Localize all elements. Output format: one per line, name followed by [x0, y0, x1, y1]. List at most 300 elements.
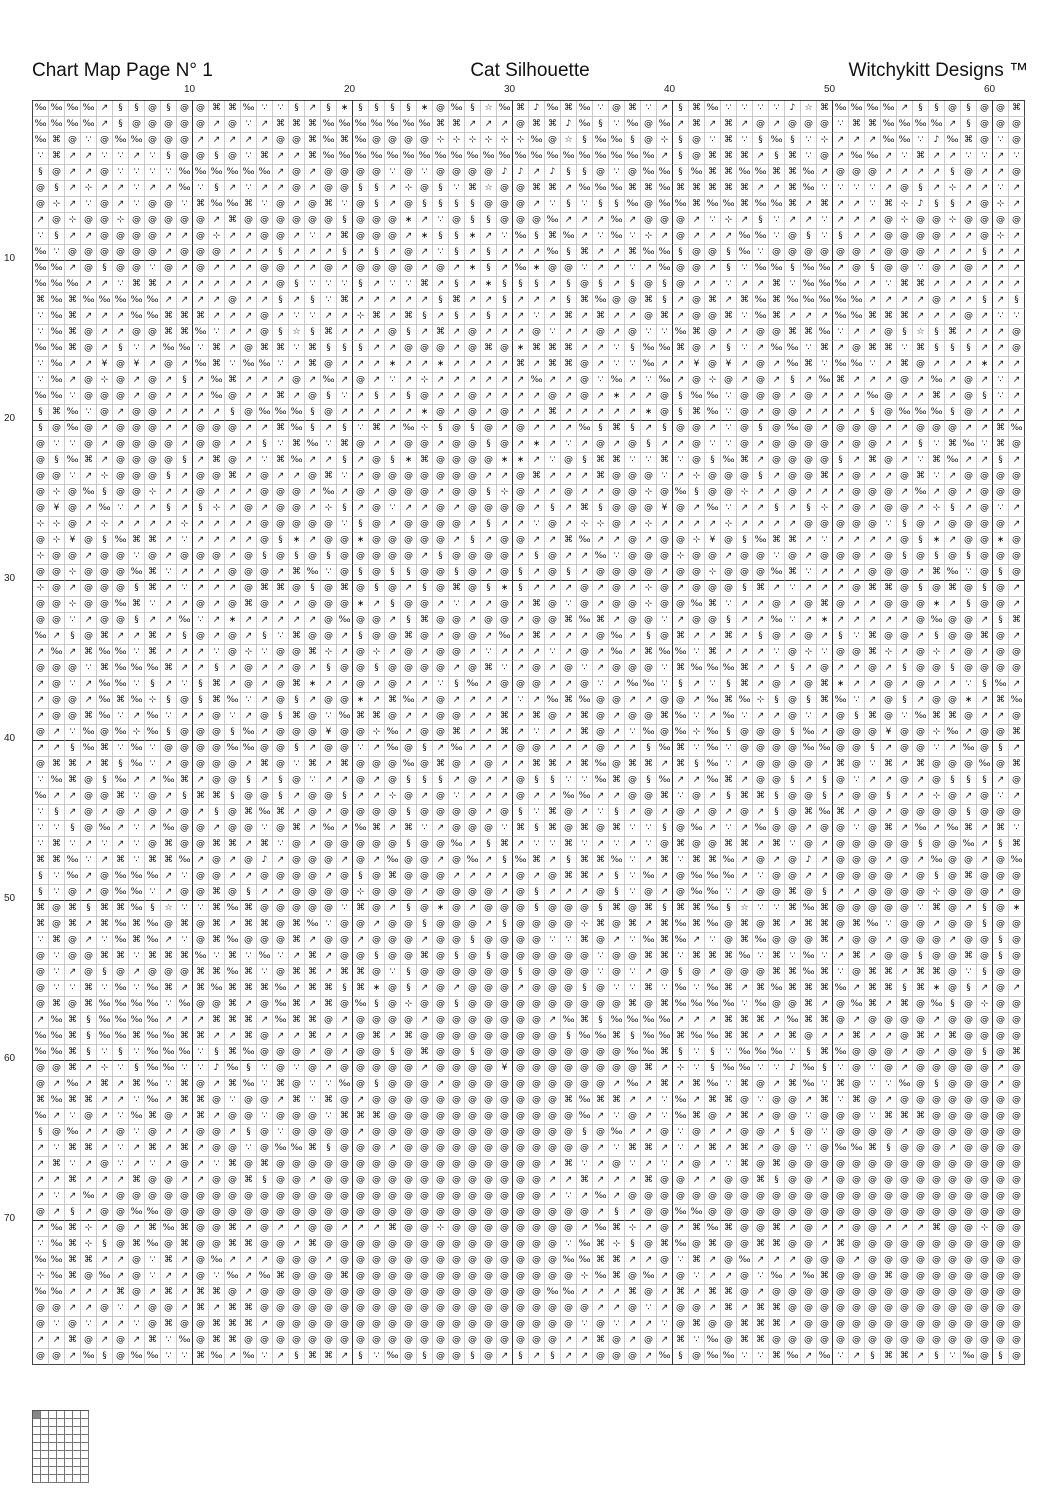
stitch-cell: @	[737, 965, 753, 981]
stitch-cell: ↗	[369, 277, 385, 293]
stitch-cell: ‰	[513, 149, 529, 165]
stitch-cell: @	[625, 773, 641, 789]
stitch-cell: ⌘	[305, 981, 321, 997]
stitch-cell: @	[225, 805, 241, 821]
stitch-cell: ⌘	[65, 917, 81, 933]
stitch-cell: @	[913, 1125, 929, 1141]
stitch-cell: @	[545, 1093, 561, 1109]
stitch-cell: ⌘	[673, 1333, 689, 1349]
stitch-cell: ∵	[449, 789, 465, 805]
stitch-cell: ⊹	[641, 485, 657, 501]
stitch-cell: ‰	[641, 341, 657, 357]
stitch-cell: ∗	[353, 533, 369, 549]
stitch-cell: @	[753, 725, 769, 741]
stitch-cell: @	[753, 1125, 769, 1141]
stitch-cell: ‰	[113, 933, 129, 949]
stitch-cell: @	[257, 1221, 273, 1237]
stitch-cell: ↗	[225, 277, 241, 293]
stitch-cell: ∵	[561, 1189, 577, 1205]
stitch-cell: ↗	[305, 613, 321, 629]
stitch-cell: @	[321, 1317, 337, 1333]
stitch-cell: @	[961, 917, 977, 933]
stitch-cell: ⊹	[641, 597, 657, 613]
stitch-cell: @	[1009, 437, 1025, 453]
stitch-cell: §	[913, 837, 929, 853]
stitch-cell: @	[417, 437, 433, 453]
stitch-cell: ↗	[385, 389, 401, 405]
stitch-cell: ↗	[465, 357, 481, 373]
stitch-cell: ♪	[209, 1061, 225, 1077]
stitch-cell: §	[353, 341, 369, 357]
stitch-cell: ⌘	[753, 1173, 769, 1189]
stitch-cell: ⊹	[929, 789, 945, 805]
stitch-cell: §	[689, 485, 705, 501]
stitch-cell: ‰	[113, 677, 129, 693]
stitch-cell: @	[513, 917, 529, 933]
stitch-cell: ⌘	[961, 949, 977, 965]
stitch-cell: ∵	[257, 1077, 273, 1093]
stitch-cell: ⌘	[369, 1109, 385, 1125]
stitch-cell: ‰	[129, 885, 145, 901]
stitch-cell: §	[433, 421, 449, 437]
stitch-cell: @	[385, 1253, 401, 1269]
stitch-cell: @	[977, 597, 993, 613]
stitch-cell: ∵	[833, 965, 849, 981]
stitch-cell: ↗	[913, 1349, 929, 1365]
stitch-cell: ⌘	[305, 1349, 321, 1365]
stitch-cell: @	[945, 517, 961, 533]
stitch-cell: ↗	[593, 581, 609, 597]
stitch-cell: @	[321, 837, 337, 853]
stitch-cell: @	[257, 469, 273, 485]
stitch-cell: @	[481, 1205, 497, 1221]
stitch-cell: ‰	[225, 693, 241, 709]
stitch-cell: ⌘	[881, 309, 897, 325]
stitch-cell: §	[737, 581, 753, 597]
stitch-cell: ⌘	[113, 949, 129, 965]
stitch-cell: ∵	[33, 805, 49, 821]
stitch-cell: @	[305, 389, 321, 405]
stitch-cell: ⌘	[817, 197, 833, 213]
stitch-cell: @	[33, 1205, 49, 1221]
stitch-cell: @	[321, 789, 337, 805]
stitch-cell: ∵	[705, 437, 721, 453]
stitch-cell: ↗	[817, 853, 833, 869]
stitch-cell: ⌘	[193, 965, 209, 981]
stitch-cell: @	[353, 1189, 369, 1205]
stitch-cell: ⌘	[865, 981, 881, 997]
stitch-cell: ∵	[225, 357, 241, 373]
stitch-cell: ‰	[721, 709, 737, 725]
stitch-cell: @	[353, 373, 369, 389]
stitch-cell: @	[897, 805, 913, 821]
stitch-cell: @	[753, 549, 769, 565]
stitch-cell: ↗	[113, 325, 129, 341]
stitch-cell: ⌘	[673, 181, 689, 197]
stitch-cell: @	[689, 341, 705, 357]
stitch-cell: §	[81, 1045, 97, 1061]
stitch-cell: ↗	[1009, 357, 1025, 373]
stitch-cell: @	[897, 1237, 913, 1253]
stitch-cell: ‰	[609, 645, 625, 661]
stitch-cell: @	[113, 581, 129, 597]
stitch-cell: ↗	[241, 325, 257, 341]
stitch-cell: ∵	[641, 453, 657, 469]
stitch-cell: @	[385, 469, 401, 485]
stitch-cell: @	[145, 1317, 161, 1333]
stitch-cell: ↗	[993, 245, 1009, 261]
stitch-cell: ↗	[785, 1253, 801, 1269]
stitch-cell: ‰	[705, 725, 721, 741]
stitch-cell: ∵	[289, 341, 305, 357]
stitch-cell: ↗	[609, 789, 625, 805]
stitch-cell: §	[177, 373, 193, 389]
stitch-cell: ↗	[497, 757, 513, 773]
stitch-cell: ↗	[977, 613, 993, 629]
stitch-cell: ‰	[961, 437, 977, 453]
stitch-cell: ↗	[289, 1221, 305, 1237]
stitch-cell: ↗	[81, 869, 97, 885]
stitch-cell: @	[625, 485, 641, 501]
stitch-cell: @	[881, 901, 897, 917]
stitch-cell: @	[673, 277, 689, 293]
stitch-cell: §	[449, 245, 465, 261]
stitch-cell: ∵	[129, 837, 145, 853]
stitch-cell: ↗	[545, 421, 561, 437]
stitch-cell: @	[497, 213, 513, 229]
stitch-cell: @	[1009, 661, 1025, 677]
stitch-cell: ⌘	[737, 1157, 753, 1173]
stitch-cell: @	[977, 1253, 993, 1269]
stitch-cell: @	[721, 1173, 737, 1189]
stitch-cell: @	[641, 1285, 657, 1301]
stitch-cell: @	[497, 1189, 513, 1205]
stitch-cell: @	[257, 1189, 273, 1205]
stitch-cell: ↗	[305, 1045, 321, 1061]
stitch-cell: ↗	[833, 501, 849, 517]
stitch-cell: @	[257, 869, 273, 885]
stitch-cell: ∵	[161, 997, 177, 1013]
stitch-cell: ↗	[513, 245, 529, 261]
stitch-cell: ‰	[209, 373, 225, 389]
stitch-cell: ‰	[721, 661, 737, 677]
stitch-cell: §	[913, 533, 929, 549]
stitch-cell: ∵	[113, 1109, 129, 1125]
stitch-cell: §	[209, 805, 225, 821]
stitch-cell: ↗	[625, 1093, 641, 1109]
stitch-cell: ⌘	[449, 581, 465, 597]
stitch-cell: ↗	[321, 949, 337, 965]
stitch-cell: @	[465, 1237, 481, 1253]
stitch-cell: @	[961, 997, 977, 1013]
stitch-cell: ↗	[849, 565, 865, 581]
stitch-cell: ∵	[529, 725, 545, 741]
page-map-cell	[49, 1435, 57, 1443]
stitch-cell: @	[193, 421, 209, 437]
stitch-cell: ⌘	[641, 949, 657, 965]
stitch-cell: @	[817, 117, 833, 133]
stitch-cell: §	[369, 101, 385, 117]
stitch-cell: ∵	[33, 325, 49, 341]
stitch-cell: ↗	[705, 1253, 721, 1269]
stitch-cell: @	[289, 1317, 305, 1333]
stitch-cell: @	[737, 1173, 753, 1189]
stitch-cell: ∵	[721, 597, 737, 613]
stitch-cell: ↗	[209, 405, 225, 421]
stitch-cell: ⌘	[97, 741, 113, 757]
stitch-cell: @	[369, 469, 385, 485]
stitch-cell: ⊹	[97, 1061, 113, 1077]
stitch-cell: ‰	[849, 149, 865, 165]
stitch-cell: @	[65, 885, 81, 901]
stitch-cell: ↗	[209, 277, 225, 293]
stitch-cell: ↗	[273, 1029, 289, 1045]
stitch-cell: ∵	[257, 1061, 273, 1077]
stitch-cell: ↗	[657, 1301, 673, 1317]
stitch-cell: ↗	[785, 517, 801, 533]
stitch-cell: ∵	[801, 565, 817, 581]
stitch-cell: @	[913, 1077, 929, 1093]
stitch-cell: ‰	[289, 421, 305, 437]
stitch-cell: ↗	[801, 1093, 817, 1109]
stitch-cell: @	[529, 997, 545, 1013]
stitch-cell: ‰	[417, 149, 433, 165]
stitch-cell: ↗	[865, 613, 881, 629]
stitch-cell: ↗	[177, 645, 193, 661]
stitch-cell: @	[433, 613, 449, 629]
stitch-cell: ∵	[225, 709, 241, 725]
stitch-cell: §	[993, 453, 1009, 469]
stitch-cell: ↗	[721, 1141, 737, 1157]
stitch-cell: §	[961, 341, 977, 357]
stitch-cell: ⌘	[545, 805, 561, 821]
stitch-cell: §	[625, 277, 641, 293]
stitch-cell: ⌘	[721, 165, 737, 181]
stitch-cell: ↗	[497, 469, 513, 485]
stitch-cell: @	[641, 549, 657, 565]
stitch-cell: ↗	[865, 293, 881, 309]
stitch-cell: ↗	[481, 293, 497, 309]
stitch-cell: ⊹	[113, 213, 129, 229]
stitch-cell: @	[529, 1029, 545, 1045]
stitch-cell: ⌘	[785, 165, 801, 181]
stitch-cell: ⌘	[721, 1029, 737, 1045]
stitch-cell: @	[337, 549, 353, 565]
stitch-cell: ⌘	[577, 725, 593, 741]
stitch-cell: ∵	[129, 645, 145, 661]
stitch-cell: ⌘	[673, 1285, 689, 1301]
stitch-cell: @	[913, 597, 929, 613]
stitch-cell: @	[481, 1237, 497, 1253]
stitch-cell: @	[305, 1189, 321, 1205]
stitch-cell: ↗	[689, 693, 705, 709]
stitch-cell: ‰	[945, 821, 961, 837]
stitch-cell: ↗	[481, 229, 497, 245]
stitch-cell: @	[849, 1157, 865, 1173]
stitch-cell: ⌘	[801, 325, 817, 341]
stitch-cell: @	[353, 757, 369, 773]
stitch-cell: §	[561, 293, 577, 309]
stitch-cell: @	[433, 517, 449, 533]
stitch-cell: ‰	[33, 389, 49, 405]
stitch-cell: ‰	[97, 1013, 113, 1029]
stitch-cell: ↗	[705, 1157, 721, 1173]
stitch-cell: ↗	[33, 213, 49, 229]
stitch-cell: @	[289, 1205, 305, 1221]
stitch-cell: ⊹	[657, 133, 673, 149]
stitch-cell: ⌘	[577, 501, 593, 517]
stitch-cell: §	[993, 949, 1009, 965]
stitch-cell: @	[81, 437, 97, 453]
stitch-cell: ↗	[945, 309, 961, 325]
stitch-cell: ‰	[689, 1029, 705, 1045]
stitch-cell: ⊹	[49, 197, 65, 213]
stitch-cell: ↗	[225, 533, 241, 549]
stitch-cell: @	[97, 789, 113, 805]
stitch-cell: ∵	[1009, 821, 1025, 837]
stitch-cell: §	[721, 789, 737, 805]
stitch-cell: ↗	[129, 629, 145, 645]
stitch-cell: ‰	[97, 677, 113, 693]
stitch-cell: ‰	[689, 885, 705, 901]
stitch-cell: ⌘	[865, 709, 881, 725]
stitch-cell: @	[849, 757, 865, 773]
stitch-cell: ↗	[753, 597, 769, 613]
stitch-cell: ‰	[161, 1045, 177, 1061]
stitch-cell: ↗	[241, 1269, 257, 1285]
stitch-cell: §	[721, 725, 737, 741]
stitch-cell: @	[513, 117, 529, 133]
stitch-cell: ∵	[993, 389, 1009, 405]
stitch-cell: @	[449, 917, 465, 933]
stitch-cell: ⊹	[881, 645, 897, 661]
stitch-cell: ↗	[513, 661, 529, 677]
stitch-cell: ∵	[769, 229, 785, 245]
stitch-cell: ↗	[497, 693, 513, 709]
stitch-cell: §	[625, 1029, 641, 1045]
stitch-cell: @	[481, 757, 497, 773]
stitch-cell: ⌘	[273, 389, 289, 405]
stitch-cell: @	[129, 421, 145, 437]
stitch-cell: ↗	[257, 181, 273, 197]
stitch-cell: ⌘	[625, 757, 641, 773]
stitch-cell: ↗	[657, 101, 673, 117]
stitch-cell: @	[961, 389, 977, 405]
stitch-cell: ∵	[721, 1077, 737, 1093]
stitch-cell: ↗	[561, 1349, 577, 1365]
stitch-cell: @	[929, 1285, 945, 1301]
stitch-cell: @	[417, 1237, 433, 1253]
stitch-cell: @	[97, 725, 113, 741]
stitch-cell: @	[385, 133, 401, 149]
stitch-cell: @	[881, 837, 897, 853]
stitch-cell: @	[753, 1205, 769, 1221]
stitch-cell: ↗	[129, 965, 145, 981]
stitch-cell: ‰	[545, 245, 561, 261]
stitch-cell: ↗	[721, 1125, 737, 1141]
stitch-cell: ↗	[81, 229, 97, 245]
stitch-cell: @	[545, 517, 561, 533]
stitch-cell: @	[1009, 341, 1025, 357]
stitch-cell: ↗	[417, 933, 433, 949]
stitch-cell: ↗	[977, 165, 993, 181]
stitch-cell: @	[481, 1349, 497, 1365]
stitch-cell: ↗	[513, 597, 529, 613]
stitch-cell: ↗	[993, 1077, 1009, 1093]
stitch-cell: ∵	[33, 933, 49, 949]
stitch-cell: @	[849, 1173, 865, 1189]
stitch-cell: @	[97, 565, 113, 581]
stitch-cell: @	[161, 917, 177, 933]
stitch-cell: ⊹	[705, 565, 721, 581]
stitch-cell: @	[97, 581, 113, 597]
stitch-cell: ∵	[385, 165, 401, 181]
stitch-cell: ∵	[129, 1045, 145, 1061]
stitch-cell: ↗	[193, 405, 209, 421]
stitch-cell: @	[369, 901, 385, 917]
stitch-cell: ⌘	[561, 693, 577, 709]
stitch-cell: ↗	[529, 197, 545, 213]
stitch-cell: @	[369, 885, 385, 901]
stitch-cell: @	[369, 1141, 385, 1157]
stitch-cell: @	[577, 949, 593, 965]
stitch-cell: ∵	[721, 389, 737, 405]
stitch-cell: @	[609, 517, 625, 533]
stitch-cell: ‰	[545, 693, 561, 709]
stitch-cell: ↗	[305, 837, 321, 853]
stitch-cell: ↗	[561, 469, 577, 485]
stitch-cell: ‰	[769, 133, 785, 149]
stitch-cell: @	[817, 821, 833, 837]
stitch-cell: ∵	[113, 709, 129, 725]
stitch-cell: §	[801, 1045, 817, 1061]
stitch-cell: @	[449, 821, 465, 837]
stitch-cell: ↗	[641, 533, 657, 549]
stitch-cell: ∵	[561, 437, 577, 453]
stitch-cell: ↗	[385, 181, 401, 197]
stitch-cell: @	[113, 389, 129, 405]
stitch-cell: ‰	[113, 773, 129, 789]
stitch-cell: ↗	[497, 389, 513, 405]
stitch-cell: @	[801, 1205, 817, 1221]
stitch-cell: @	[289, 1189, 305, 1205]
stitch-cell: §	[977, 293, 993, 309]
stitch-cell: @	[193, 933, 209, 949]
stitch-cell: @	[945, 1253, 961, 1269]
stitch-cell: §	[161, 101, 177, 117]
stitch-cell: ⌘	[545, 405, 561, 421]
stitch-cell: @	[337, 805, 353, 821]
stitch-cell: ‰	[641, 165, 657, 181]
stitch-cell: @	[337, 837, 353, 853]
stitch-cell: ↗	[81, 885, 97, 901]
stitch-cell: ‰	[49, 645, 65, 661]
stitch-cell: @	[321, 165, 337, 181]
stitch-cell: ↗	[577, 629, 593, 645]
stitch-cell: ⌘	[449, 293, 465, 309]
stitch-cell: §	[337, 981, 353, 997]
stitch-cell: ⌘	[641, 181, 657, 197]
stitch-cell: @	[385, 949, 401, 965]
stitch-cell: ∵	[129, 981, 145, 997]
stitch-cell: §	[865, 741, 881, 757]
stitch-cell: ↗	[625, 1205, 641, 1221]
stitch-cell: ‰	[593, 1221, 609, 1237]
stitch-cell: ⌘	[737, 1077, 753, 1093]
stitch-cell: ↗	[753, 405, 769, 421]
stitch-cell: @	[289, 1269, 305, 1285]
stitch-cell: ‰	[545, 101, 561, 117]
